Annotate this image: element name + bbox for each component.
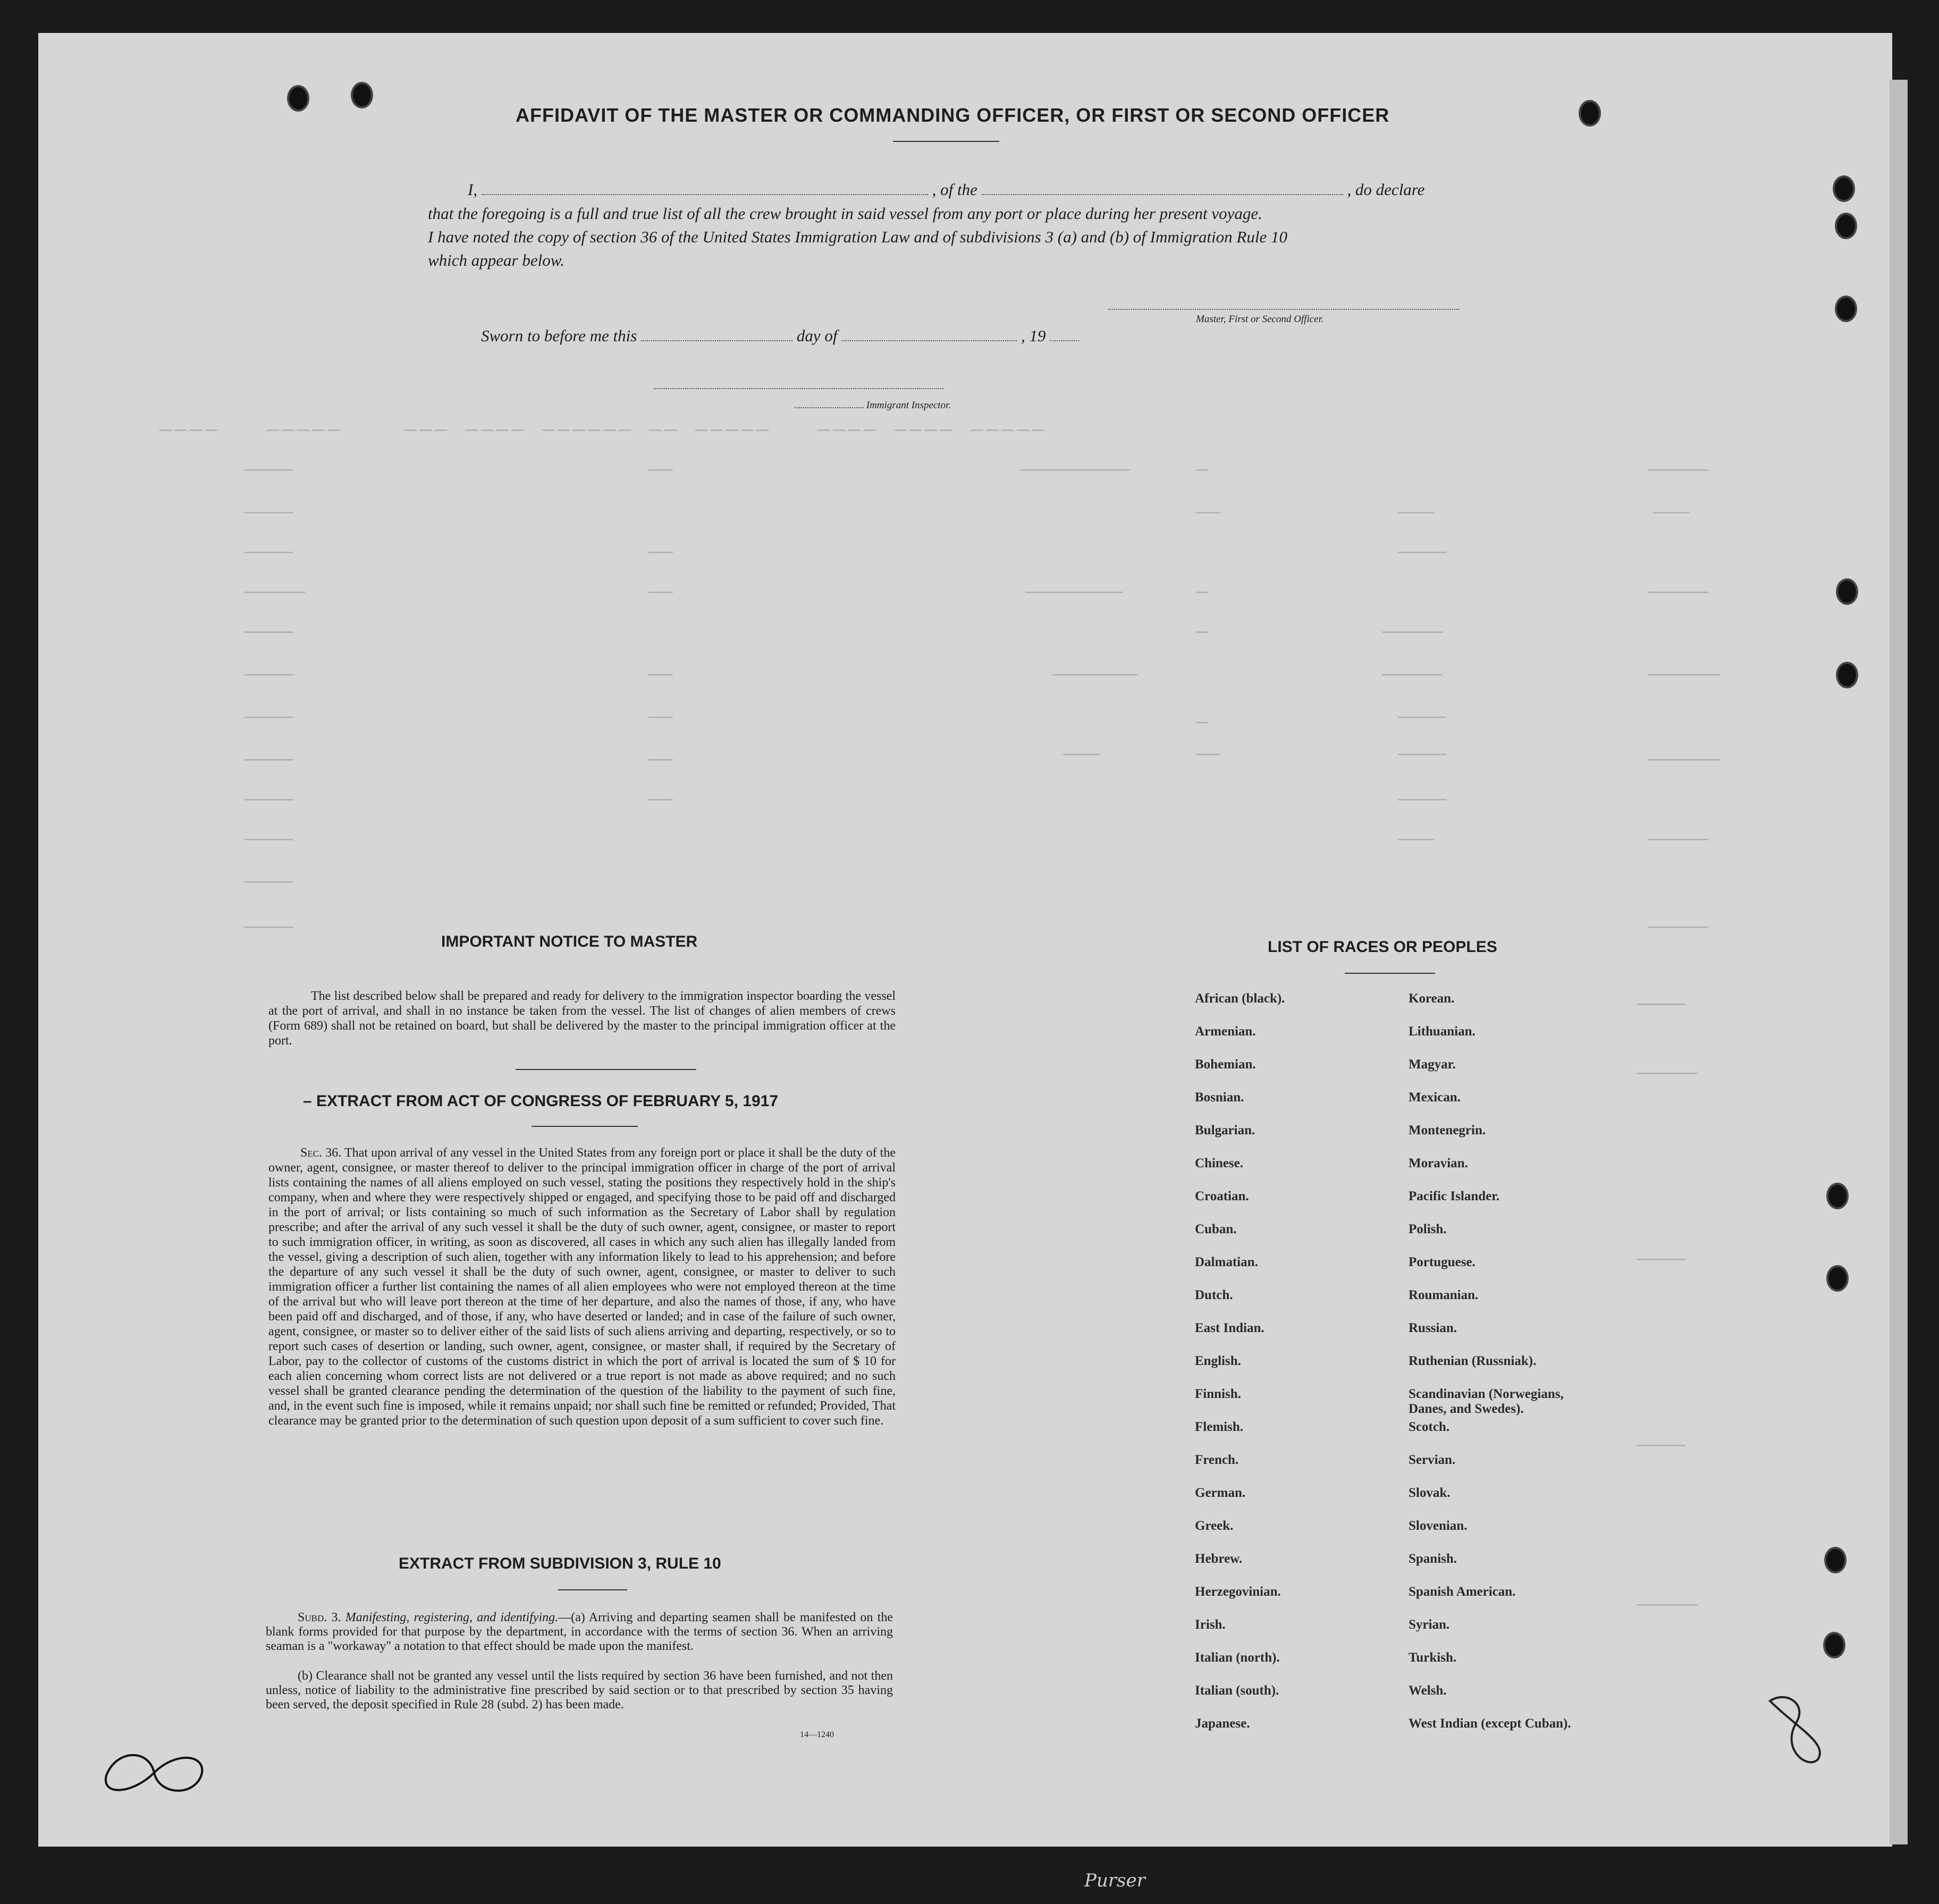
race-item: Slovenian.: [1409, 1519, 1468, 1533]
race-item: Bulgarian.: [1195, 1123, 1255, 1138]
race-item: Servian.: [1409, 1453, 1456, 1467]
race-item: Spanish American.: [1409, 1585, 1516, 1599]
sworn-label: Sworn to before me this: [481, 326, 637, 345]
extract-rule-title: EXTRACT FROM SUBDIVISION 3, RULE 10: [399, 1555, 721, 1572]
i-label: I,: [468, 180, 478, 199]
purser-handwriting: Purser: [1084, 1870, 1145, 1891]
inspector-label-row: [795, 400, 951, 411]
race-item: Mexican.: [1409, 1090, 1461, 1105]
sworn-month-field[interactable]: [841, 340, 1017, 341]
notice-text: The list described below shall be prepared and ready for delivery to the immigration inspector boarding the vessel at the port of arrival, and shall in no instance be taken from the vessel. The list of changes of alien members of crews (Form 689) shall not be retained on board, but shall be delivered by the master to the principal immigration officer at the port.: [268, 989, 896, 1048]
race-item: Irish.: [1195, 1617, 1226, 1632]
punch-hole: [1836, 662, 1858, 688]
notice-title: IMPORTANT NOTICE TO MASTER: [441, 933, 698, 950]
race-item: Japanese.: [1195, 1716, 1250, 1731]
race-item: Chinese.: [1195, 1156, 1243, 1170]
race-item: Russian.: [1409, 1321, 1457, 1335]
extract-rule-underline: [558, 1589, 627, 1590]
race-item: Bohemian.: [1195, 1057, 1256, 1072]
page-edge: [1890, 80, 1908, 1844]
subd3-para-b: (b) Clearance shall not be granted any vessel until the lists required by section 36 have been furnished, and not then unless, notice of liability to the administrative fine prescribed by said section or to that prescribed by section 35 having been served, the deposit specified in Rule 28 (subd. 2) has been made.: [266, 1669, 893, 1712]
race-item: Bosnian.: [1195, 1090, 1244, 1105]
race-item: Roumanian.: [1409, 1288, 1479, 1302]
race-item: Dutch.: [1195, 1288, 1233, 1302]
punch-hole: [1579, 100, 1601, 127]
race-item: Greek.: [1195, 1519, 1234, 1533]
handwritten-eight-mark: [1749, 1690, 1839, 1770]
race-item: Italian (south).: [1195, 1683, 1279, 1698]
declaration-line-4: which appear below.: [428, 251, 564, 269]
section-36-text: [268, 1145, 896, 1428]
manifest-page: [38, 33, 1892, 1847]
race-item: Spanish.: [1409, 1552, 1457, 1566]
punch-hole: [1823, 1632, 1845, 1658]
punch-hole: [1835, 296, 1857, 322]
race-item: Slovak.: [1409, 1486, 1451, 1500]
race-item: Pacific Islander.: [1409, 1189, 1500, 1203]
race-item: Flemish.: [1195, 1420, 1243, 1434]
extract-act-title-text: EXTRACT FROM ACT OF CONGRESS OF FEBRUARY 5, 1917: [316, 1092, 779, 1110]
master-signature-field[interactable]: [1108, 290, 1459, 310]
race-item: Lithuanian.: [1409, 1024, 1476, 1039]
do-declare-label: , do declare: [1347, 180, 1425, 199]
race-item: Cuban.: [1195, 1222, 1237, 1236]
punch-hole: [1826, 1265, 1849, 1292]
subd-para-a: —(a) Arriving and departing seamen shall be manifested on the blank forms provided for that purpose by the department, in accordance with the terms of section 36. When an arriving seaman is a "workaway" a notation to that effect should be made upon the manifest.: [266, 1611, 893, 1653]
handwritten-loop-mark: [96, 1743, 213, 1802]
race-item: Finnish.: [1195, 1387, 1241, 1401]
sec36-body: That upon arrival of any vessel in the United States from any foreign port or place it shall be the duty of the owner, agent, consignee, or master thereof to deliver to the principal immigration officer in charge of the port of arrival lists containing the names of all aliens employed on such vessel, stating the positions they respectively hold in the ship's company, when and where they were respectively shipped or engaged, and specifying those to be paid off and discharged in the port of arrival; or lists containing so much of such information as the Secretary of Labor shall by regulation prescribe; and after the arrival of any such vessel it shall be the duty of such owner, agent, consignee, or master to report to such immigration officer, in writing, as soon as discovered, all cases in which any such alien has illegally landed from the vessel, giving a description of such alien, together with any information likely to lead to his apprehension; and before the departure of any such vessel it shall be the duty of such owner, agent, consignee, or master to deliver to such immigration officer a further list containing the names of all alien employees who were not employed thereon at the time of the arrival but who will leave port thereon at the time of her departure, and also the names of those, if any, who have been paid off and discharged, and of those, if any, who have deserted or landed; and in case of the failure of such owner, agent, consignee, or master so to deliver either of the said lists of such aliens arriving and departing, respectively, or so to report such cases of desertion or landing, such owner, agent, consignee, or master shall, if required by the Secretary of Labor, pay to the collector of customs of the customs district in which the port of arrival is located the sum of $ 10 for each alien concerning whom correct lists are not delivered or a true report is not made as above required; and no such vessel shall be granted clearance pending the determination of the question of the liability to the payment of such fine, and, in the event such fine is imposed, while it remains unpaid; nor shall such fine be remitted or refunded; Provided, That clearance may be granted prior to the determination of such question upon deposit of a sum sufficient to cover such fine.: [268, 1146, 896, 1428]
subd3-para-a: [266, 1611, 893, 1654]
race-item: Magyar.: [1409, 1057, 1456, 1072]
race-item: Korean.: [1409, 991, 1455, 1006]
subd-label: Subd. 3.: [298, 1611, 341, 1624]
punch-hole: [1824, 1547, 1847, 1573]
title-dash: –: [303, 1092, 317, 1110]
sec36-label: Sec. 36.: [300, 1146, 342, 1160]
inspector-dots: [795, 407, 864, 408]
punch-hole: [351, 82, 373, 108]
races-underline: [1345, 973, 1435, 974]
race-item: German.: [1195, 1486, 1246, 1500]
extract-act-underline: [532, 1126, 638, 1127]
race-item: Dalmatian.: [1195, 1255, 1258, 1269]
declaration-line-3: I have noted the copy of section 36 of the United States Immigration Law and of subdivisions 3 (a) and (b) of Immigration Rule 10: [428, 228, 1287, 246]
race-item: Herzegovinian.: [1195, 1585, 1281, 1599]
race-item: Welsh.: [1409, 1683, 1447, 1698]
form-number: 14—1240: [800, 1730, 834, 1739]
race-item: Ruthenian (Russniak).: [1409, 1354, 1537, 1368]
race-item: West Indian (except Cuban).: [1409, 1716, 1571, 1731]
master-signature-label: Master, First or Second Officer.: [1196, 314, 1324, 325]
race-item: Polish.: [1409, 1222, 1447, 1236]
extract-act-title: [303, 1092, 778, 1110]
race-item: Portuguese.: [1409, 1255, 1476, 1269]
of-the-label: , of the: [932, 180, 977, 199]
punch-hole: [1833, 175, 1855, 202]
inspector-label: Immigrant Inspector.: [866, 400, 951, 411]
race-item: Syrian.: [1409, 1617, 1450, 1632]
race-item: Turkish.: [1409, 1650, 1457, 1665]
day-of-label: day of: [796, 326, 838, 345]
subd-heading: Manifesting, registering, and identifying.: [345, 1611, 559, 1624]
punch-hole: [287, 85, 309, 112]
race-item: Moravian.: [1409, 1156, 1468, 1170]
race-item: East Indian.: [1195, 1321, 1264, 1335]
sworn-day-field[interactable]: [641, 340, 793, 341]
declaration-line-2: that the foregoing is a full and true list of all the crew brought in said vessel from any port or place during her present voyage.: [428, 204, 1262, 223]
race-item: Scotch.: [1409, 1420, 1450, 1434]
race-item: Armenian.: [1195, 1024, 1256, 1039]
officer-name-field[interactable]: [482, 194, 928, 195]
sworn-line: [481, 324, 1079, 348]
race-item: Hebrew.: [1195, 1552, 1243, 1566]
race-item: Italian (north).: [1195, 1650, 1280, 1665]
race-item: English.: [1195, 1354, 1241, 1368]
sworn-year-field[interactable]: [1050, 340, 1079, 341]
declaration-line-1: [468, 178, 1424, 201]
inspector-signature-field[interactable]: [654, 372, 943, 389]
title-underline: [893, 141, 999, 142]
race-item: Scandinavian (Norwegians, Danes, and Swedes).: [1409, 1387, 1564, 1416]
punch-hole: [1836, 578, 1858, 605]
punch-hole: [1826, 1183, 1849, 1209]
race-item: Montenegrin.: [1409, 1123, 1486, 1138]
race-item: African (black).: [1195, 991, 1285, 1006]
year-label: , 19: [1021, 326, 1046, 345]
vessel-name-field[interactable]: [982, 194, 1343, 195]
race-item: French.: [1195, 1453, 1239, 1467]
punch-hole: [1835, 213, 1857, 239]
race-item: Croatian.: [1195, 1189, 1249, 1203]
affidavit-title: AFFIDAVIT OF THE MASTER OR COMMANDING OFFICER, OR FIRST OR SECOND OFFICER: [516, 104, 1390, 126]
races-title: LIST OF RACES OR PEOPLES: [1268, 938, 1497, 956]
notice-divider: [516, 1069, 696, 1070]
